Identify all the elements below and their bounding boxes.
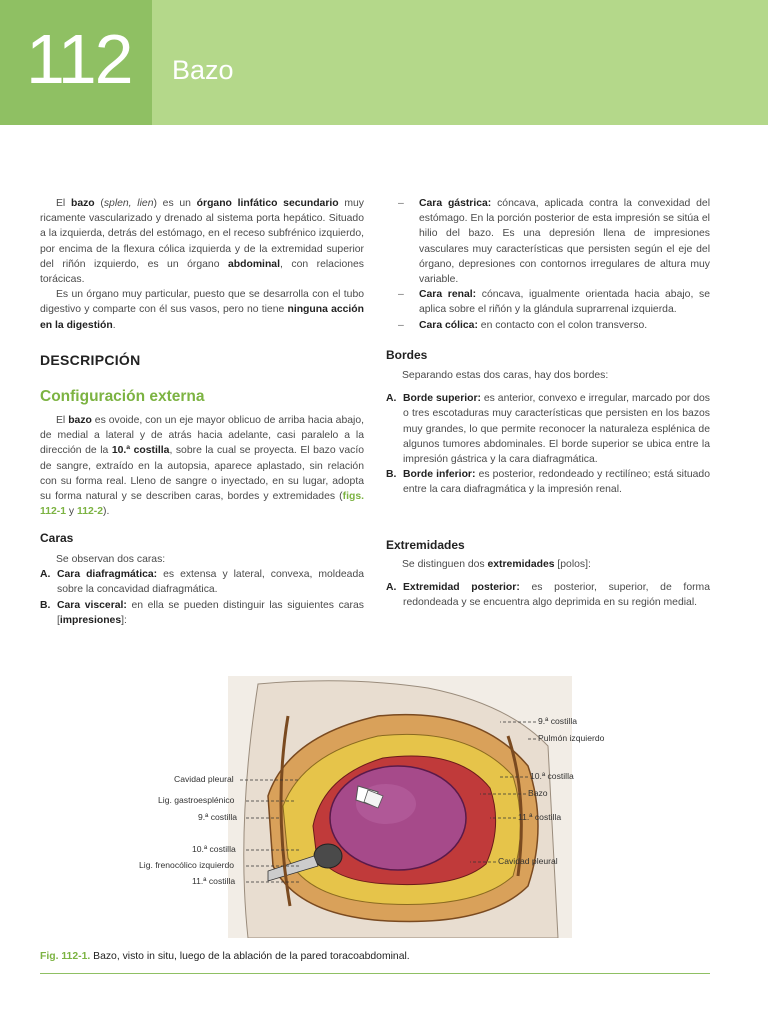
fig-label-left-1: Cavidad pleural: [174, 774, 234, 784]
item-label: B.: [40, 599, 51, 611]
fig-label-right-1: 9.ª costilla: [538, 716, 578, 726]
config-text: [40, 413, 364, 519]
subsection-heading: Configuración externa: [40, 388, 205, 405]
section-heading: DESCRIPCIÓN: [40, 352, 141, 368]
caras-list: [40, 552, 364, 628]
chapter-number: 112: [26, 20, 132, 98]
intro-paragraph-2: Es un órgano muy particular, puesto que se desarrolla con el tubo digestivo y comparte con él sus vasos, pero no tiene ninguna acción en la digestión.: [40, 289, 364, 331]
extremidades-list: [386, 557, 710, 611]
fig-label-left-5: Lig. frenocólico izquierdo: [139, 860, 235, 870]
chapter-title-block: [152, 0, 768, 125]
fig-label-left-4: 10.ª costilla: [192, 844, 236, 854]
item-text: Cara visceral: en ella se pueden distinguir las siguientes caras [impresiones]:: [57, 599, 364, 626]
bordes-heading: Bordes: [386, 348, 428, 362]
item-text: Cara diafragmática: es extensa y lateral, convexa, moldeada sobre la concavidad diafragmática.: [57, 569, 364, 596]
item-label: A.: [40, 569, 51, 581]
figure-caption: [40, 951, 410, 962]
figure-caption-text: Bazo, visto in situ, luego de la ablación de la pared toracoabdominal.: [90, 951, 410, 962]
figure-number: Fig. 112-1.: [40, 951, 91, 962]
subitem-renal: – Cara renal: cóncava, igualmente orientada hacia abajo, se aplica sobre el riñón y la glándula suprarrenal izquierda.: [398, 289, 710, 316]
config-paragraph: El bazo es ovoide, con un eje mayor oblicuo de arriba hacia abajo, de medial a lateral y de atrás hacia adelante, casi paralelo a la dirección de la 10.ª costilla, sobre la cual se proyecta. El bazo vacío de sangre, extraído en la autopsia, aparece aplastado, sin relación con su forma real. Lleno de sangre o inyectado, en su lugar, adopta su forma natural y se describen caras, bordes y extremidades (figs. 112-1 y 112-2).: [40, 415, 364, 518]
bordes-list: [386, 368, 710, 498]
extremidades-heading: Extremidades: [386, 538, 465, 552]
extremidades-intro: Se distinguen dos extremidades [polos]:: [402, 559, 591, 570]
fig-label-left-3: 9.ª costilla: [198, 812, 238, 822]
caras-heading: Caras: [40, 531, 74, 545]
chapter-number-block: [0, 0, 152, 125]
fig-label-right-3: 10.ª costilla: [530, 771, 574, 781]
fig-label-right-5: 11.ª costilla: [518, 812, 562, 822]
caras-item-a: [40, 567, 364, 597]
bordes-intro: Separando estas dos caras, hay dos bordes:: [402, 370, 609, 381]
intro-paragraph-1: El bazo (splen, lien) es un órgano linfático secundario muy ricamente vascularizado y drenado al sistema porta hepático. Situado a la izquierda, detrás del estómago, en el receso subfrénico izquierdo, por encima de la flexura cólica izquierda y de la extremidad superior del riñón izquierdo, es un órgano abdominal, con relaciones torácicas.: [40, 198, 364, 286]
bordes-item-b: B. Borde inferior: es posterior, redondeado y rectilíneo; está situado entre la cara diafragmática y la impresión renal.: [386, 469, 710, 496]
subitem-gastrica: – Cara gástrica: cóncava, aplicada contra la convexidad del estómago. En la porción posterior de esta impresión se sitúa el hilio del bazo. Es una depresión llena de impresiones vasculares muy características que persisten según el eje del órgano, depresiones con contornos irregulares de altura muy variable.: [398, 198, 710, 286]
caras-intro: Se observan dos caras:: [56, 554, 166, 565]
fig-label-left-6: 11.ª costilla: [192, 876, 236, 886]
subitem-colica: – Cara cólica: en contacto con el colon transverso.: [398, 319, 648, 331]
caption-rule: [40, 973, 710, 974]
caras-subitems: [386, 196, 710, 333]
extremidades-item-a: A. Extremidad posterior: es posterior, superior, de forma redondeada y se encuentra algo deprimida en su región medial.: [386, 582, 710, 609]
fig-label-right-6: Cavidad pleural: [498, 856, 558, 866]
intro-text: [40, 196, 364, 333]
fig-label-left-2: Lig. gastroesplénico: [158, 795, 235, 805]
fig-label-right-2: Pulmón izquierdo: [538, 733, 605, 743]
caras-item-b: [40, 598, 364, 628]
fig-label-right-4: Bazo: [528, 788, 548, 798]
chapter-title: Bazo: [172, 55, 234, 85]
bordes-item-a: A. Borde superior: es anterior, convexo e irregular, marcado por dos o tres escotaduras muy características que persisten en los bazos muy grandes, lo que permite reconocer la naturaleza esplénica de algunos tumores abdominales. El borde superior se ubica entre la impresión gástrica y la cara diafragmática.: [386, 393, 710, 466]
spleen-illustration: [228, 676, 572, 938]
